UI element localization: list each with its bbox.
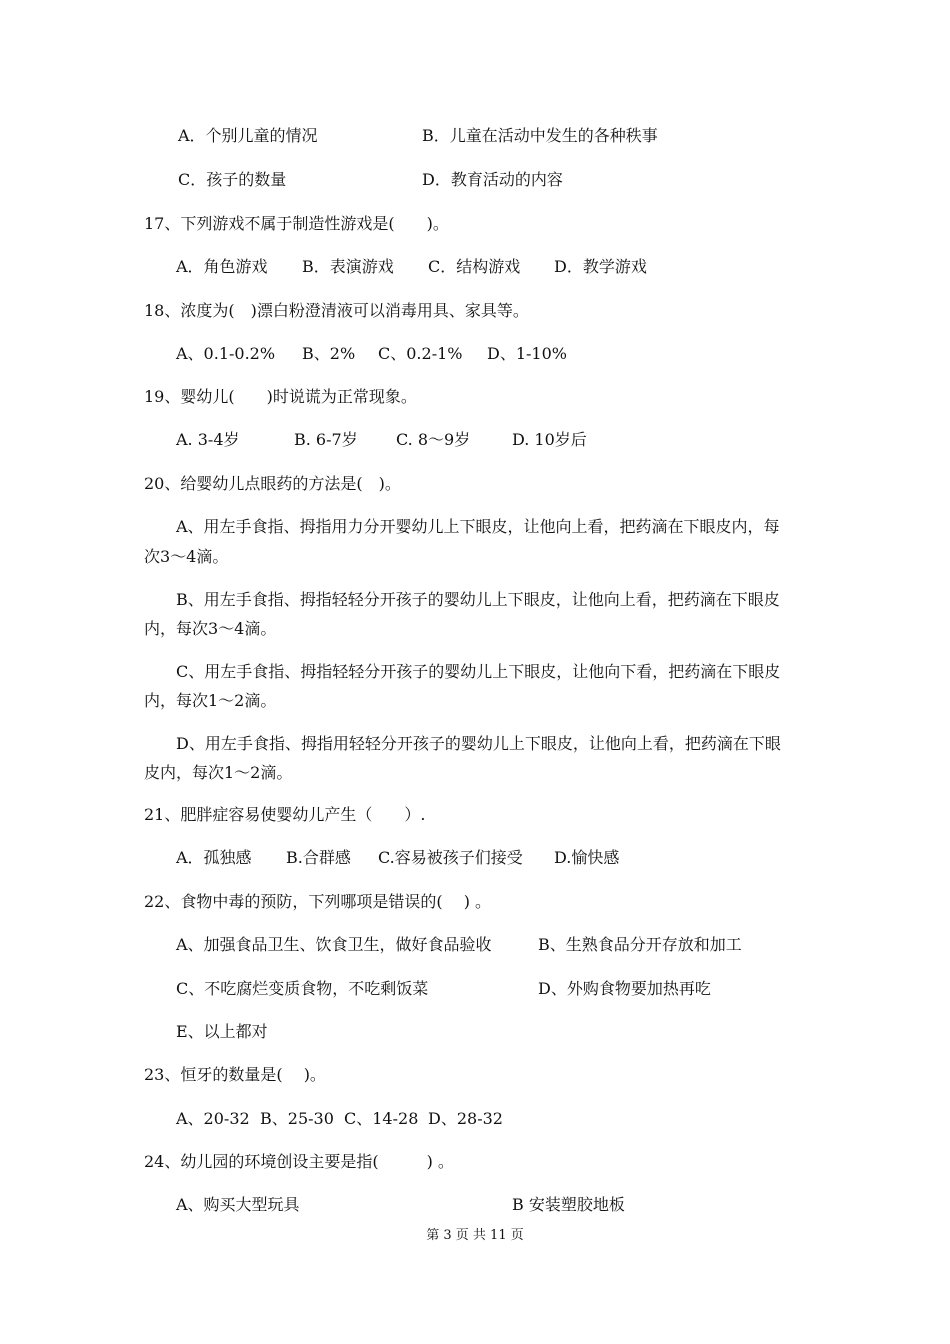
q23-option-a: A、20-32 — [176, 1109, 250, 1128]
q19-option-c: C. 8～9岁 — [396, 430, 471, 449]
q20-option-c-line1: C、用左手食指、拇指轻轻分开孩子的婴幼儿上下眼皮，让他向下看，把药滴在下眼皮 — [176, 662, 781, 681]
q16-option-d: D．教育活动的内容 — [422, 170, 563, 189]
q20-option-b-line2: 内，每次3～4滴。 — [144, 619, 277, 638]
q24-question: 24、幼儿园的环境创设主要是指( ) 。 — [144, 1152, 454, 1171]
q16-option-b: B．儿童在活动中发生的各种秩事 — [422, 126, 658, 145]
q18-option-b: B、2% — [302, 344, 356, 363]
q20-option-d-line2: 皮内，每次1～2滴。 — [144, 763, 293, 782]
q22-option-e: E、以上都对 — [176, 1022, 268, 1041]
q20-option-a-line1: A、用左手食指、拇指用力分开婴幼儿上下眼皮，让他向上看，把药滴在下眼皮内，每 — [176, 517, 780, 536]
q21-option-b: B.合群感 — [286, 848, 351, 867]
q22-option-b: B、生熟食品分开存放和加工 — [538, 935, 742, 954]
q24-option-a: A、购买大型玩具 — [176, 1195, 300, 1214]
q18-question: 18、浓度为( )漂白粉澄清液可以消毒用具、家具等。 — [144, 301, 529, 320]
q19-question: 19、婴幼儿( )时说谎为正常现象。 — [144, 387, 417, 406]
q22-option-d: D、外购食物要加热再吃 — [538, 979, 711, 998]
q23-option-c: C、14-28 — [344, 1109, 419, 1128]
q21-question: 21、肥胖症容易使婴幼儿产生（ ）. — [144, 805, 426, 824]
q20-option-b-line1: B、用左手食指、拇指轻轻分开孩子的婴幼儿上下眼皮，让他向上看，把药滴在下眼皮 — [176, 590, 780, 609]
q21-option-c: C.容易被孩子们接受 — [378, 848, 523, 867]
q23-question: 23、恒牙的数量是( )。 — [144, 1065, 326, 1084]
q22-option-a: A、加强食品卫生、饮食卫生，做好食品验收 — [176, 935, 492, 954]
q22-question: 22、食物中毒的预防，下列哪项是错误的( ) 。 — [144, 892, 492, 911]
q19-option-d: D. 10岁后 — [512, 430, 587, 449]
q16-option-a: A．个别儿童的情况 — [178, 126, 318, 145]
q23-option-b: B、25-30 — [260, 1109, 334, 1128]
q18-option-d: D、1-10% — [487, 344, 567, 363]
q23-option-d: D、28-32 — [428, 1109, 503, 1128]
q19-option-b: B. 6-7岁 — [294, 430, 358, 449]
q21-option-d: D.愉快感 — [554, 848, 620, 867]
q20-option-d-line1: D、用左手食指、拇指用轻轻分开孩子的婴幼儿上下眼皮，让他向上看，把药滴在下眼 — [176, 734, 781, 753]
q16-option-c: C．孩子的数量 — [178, 170, 287, 189]
q21-option-a: A．孤独感 — [176, 848, 252, 867]
q20-question: 20、给婴幼儿点眼药的方法是( )。 — [144, 474, 401, 493]
q17-option-d: D．教学游戏 — [554, 257, 647, 276]
page-footer: 第 3 页 共 11 页 — [426, 1228, 524, 1243]
q20-option-a-line2: 次3～4滴。 — [144, 547, 229, 566]
q18-option-a: A、0.1-0.2% — [176, 344, 276, 363]
q19-option-a: A. 3-4岁 — [176, 430, 240, 449]
q17-option-b: B．表演游戏 — [302, 257, 394, 276]
q18-option-c: C、0.2-1% — [378, 344, 463, 363]
q20-option-c-line2: 内，每次1～2滴。 — [144, 691, 277, 710]
q17-question: 17、下列游戏不属于制造性游戏是( )。 — [144, 214, 449, 233]
q17-option-c: C．结构游戏 — [428, 257, 521, 276]
q22-option-c: C、不吃腐烂变质食物，不吃剩饭菜 — [176, 979, 429, 998]
q24-option-b: B 安装塑胶地板 — [512, 1195, 625, 1214]
q17-option-a: A．角色游戏 — [176, 257, 268, 276]
